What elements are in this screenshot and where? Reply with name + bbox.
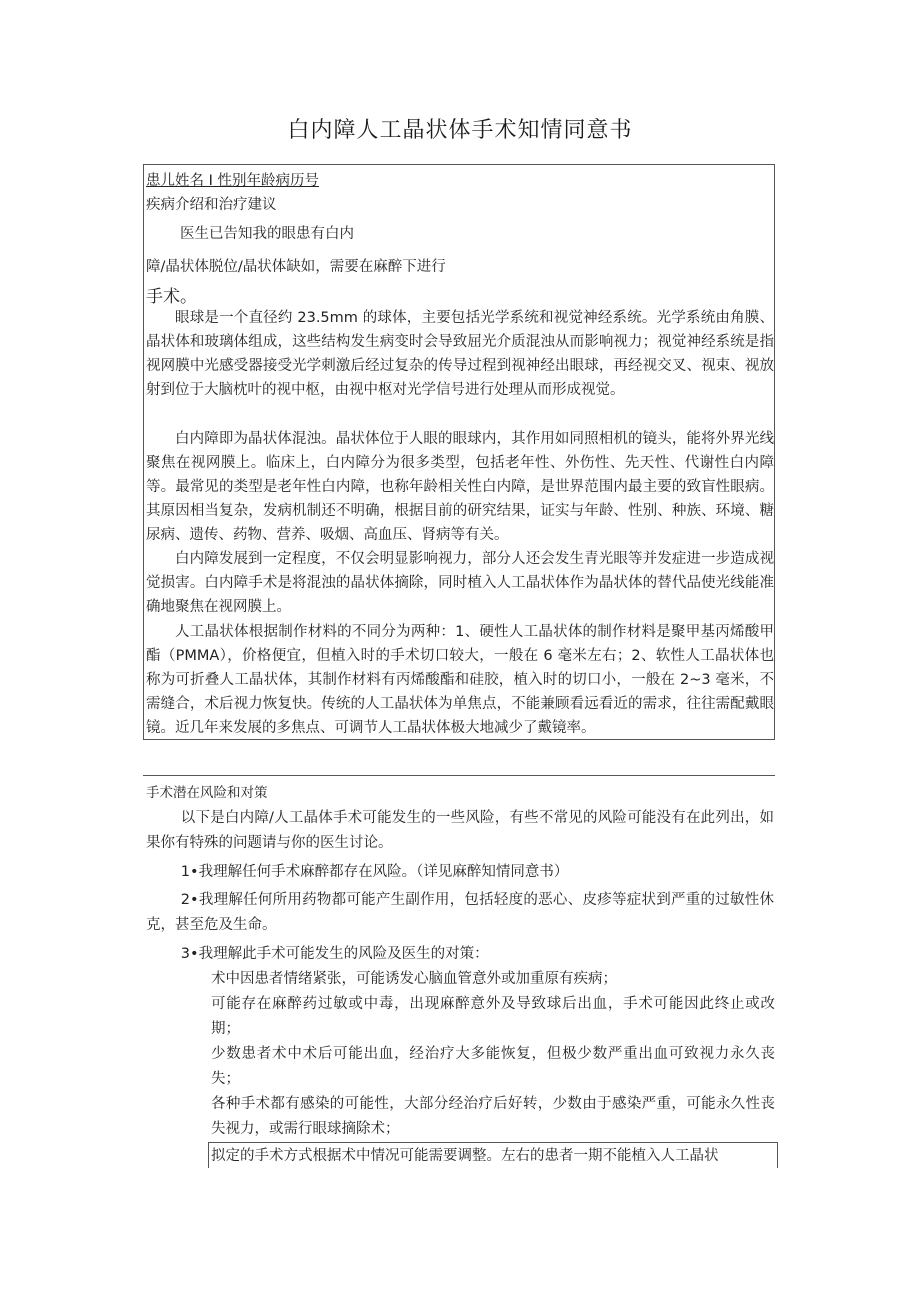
risks-intro: 以下是白内障/人工晶体手术可能发生的一些风险，有些不常见的风险可能没有在此列出，如果你有特殊的问题请与你的医生讨论。 (146, 810, 774, 851)
risk-sub-3: 少数患者术中术后可能出血，经治疗大多能恢复，但极少数严重出血可致视力永久丧失； (211, 1046, 775, 1087)
section-heading-disease: 疾病介绍和治疗建议 (146, 197, 277, 213)
diagnosis-line-3: 手术。 (146, 287, 197, 307)
risk-sub-2: 可能存在麻醉药过敏或中毒，出现麻醉意外及导致球后出血，手术可能因此终止或改期； (211, 996, 775, 1037)
risk-sub-4: 各种手术都有感染的可能性，大部分经治疗后好转，少数由于感染严重，可能永久性丧失视力，或需行眼球摘除术； (211, 1096, 775, 1137)
paragraph-eye-anatomy: 眼球是一个直径约 23.5mm 的球体，主要包括光学系统和视觉神经系统。光学系统由角膜、晶状体和玻璃体组成，这些结构发生病变时会导致屈光介质混浊从而影响视力；视觉神经系统是指视网膜中光感受器接受光学刺激后经过复杂的传导过程到视神经出眼球，再经视交叉、视束、视放射到位于大脑枕叶的视中枢，由视中枢对光学信号进行处理从而形成视觉。 (146, 310, 774, 398)
risk-item-3: 3•我理解此手术可能发生的风险及医生的对策： (180, 946, 489, 962)
risk-item-1: 1•我理解任何手术麻醉都存在风险。（详见麻醉知情同意书） (180, 864, 569, 880)
section-heading-risks: 手术潜在风险和对策 (146, 785, 268, 801)
risk-sub-5: 拟定的手术方式根据术中情况可能需要调整。左右的患者一期不能植入人工晶状 (208, 1142, 778, 1168)
section-divider (143, 775, 775, 776)
paragraph-cataract-surgery: 白内障发展到一定程度，不仅会明显影响视力，部分人还会发生青光眼等并发症进一步造成视觉损害。白内障手术是将混浊的晶状体摘除，同时植入人工晶状体作为晶状体的替代品使光线能准确地聚焦在视网膜上。 (146, 551, 774, 615)
risk-sub-1: 术中因患者情绪紧张，可能诱发心脑血管意外或加重原有疾病； (211, 971, 617, 987)
paragraph-iol-types: 人工晶状体根据制作材料的不同分为两种：1、硬性人工晶状体的制作材料是聚甲基丙烯酸甲酯（PMMA），价格便宜，但植入时的手术切口较大，一般在 6 毫米左右；2、软性人工晶状体也称为可折叠人工晶状体，其制作材料有丙烯酸酯和硅胶，植入时的切口小，一般在 2~3 毫米，不需缝合，术后视力恢复快。传统的人工晶状体为单焦点，不能兼顾看远看近的需求，往往需配戴眼镜。近几年来发展的多焦点、可调节人工晶状体极大地减少了戴镜率。 (146, 624, 774, 736)
paragraph-cataract-definition: 白内障即为晶状体混浊。晶状体位于人眼的眼球内，其作用如同照相机的镜头，能将外界光线聚焦在视网膜上。临床上，白内障分为很多类型，包括老年性、外伤性、先天性、代谢性白内障等。最常见的类型是老年性白内障，也称年龄相关性白内障，是世界范围内最主要的致盲性眼病。其原因相当复杂，发病机制还不明确，根据目前的研究结果，证实与年龄、性别、种族、环境、糖尿病、遗传、药物、营养、吸烟、高血压、肾病等有关。 (146, 431, 774, 543)
diagnosis-line-1: 医生已告知我的眼患有白内 (180, 226, 354, 242)
patient-info-header: 患儿姓名 I 性别年龄病历号 (146, 173, 319, 189)
diagnosis-line-2: 障/晶状体脱位/晶状体缺如，需要在麻醉下进行 (146, 259, 446, 275)
risk-item-2: 2•我理解任何所用药物都可能产生副作用，包括轻度的恶心、皮疹等症状到严重的过敏性休克，甚至危及生命。 (146, 892, 774, 933)
document-title: 白内障人工晶状体手术知情同意书 (287, 118, 633, 143)
